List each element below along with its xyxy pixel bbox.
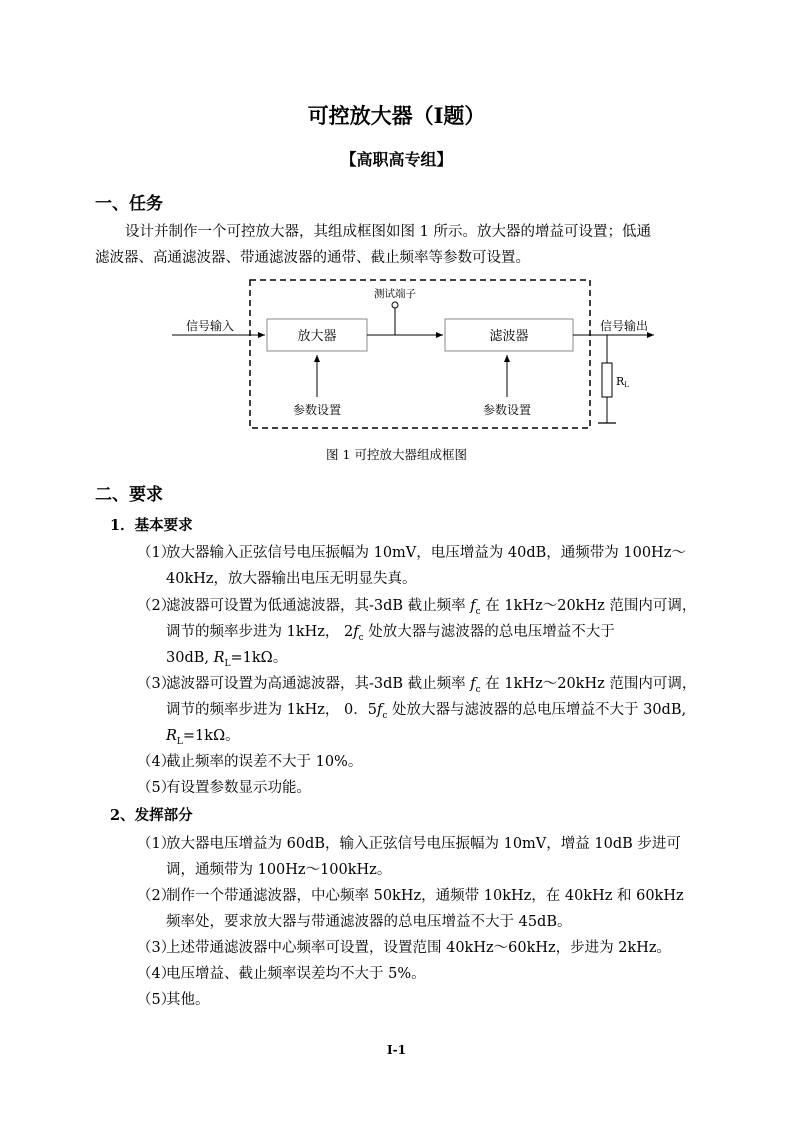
basic-item-5: （5）有设置参数显示功能。 xyxy=(137,780,311,796)
basic-item-2-cont2: 30dB, $R_L=1k\Omega$。 xyxy=(166,650,288,669)
signal-output-label: 信号输出 xyxy=(600,319,649,333)
filter-label: 滤波器 xyxy=(489,329,529,344)
basic-item-3-cont: 调节的频率步进为 1kHz， 0．$5f_c$ 处放大器与滤波器的总电压增益不大于 30dB, xyxy=(166,702,687,721)
section-heading-task: 一、任务 xyxy=(95,194,163,214)
filter-param-label: 参数设置 xyxy=(482,403,532,417)
load-resistor xyxy=(602,363,612,397)
basic-item-4: （4）截止频率的误差不大于 10%。 xyxy=(137,754,363,770)
test-port-label: 测试端子 xyxy=(374,288,416,300)
basic-item-1-cont: 40kHz，放大器输出电压无明显失真。 xyxy=(166,571,417,587)
task-line-1: 设计并制作一个可控放大器，其组成框图如图 1 所示。放大器的增益可设置；低通 xyxy=(125,224,651,240)
test-port-terminal xyxy=(392,302,398,308)
figure-caption: 图 1 可控放大器组成框图 xyxy=(326,447,467,462)
amp-param-label: 参数设置 xyxy=(292,403,342,417)
basic-item-3-cont2: $R_L=1k\Omega$。 xyxy=(166,728,240,747)
extra-item-1: （1）放大器电压增益为 60dB，输入正弦信号电压振幅为 10mV，增益 10dB 步进可 xyxy=(137,836,681,852)
extra-item-2-cont: 频率处，要求放大器与带通滤波器的总电压增益不大于 45dB。 xyxy=(166,914,572,930)
block-diagram xyxy=(160,275,660,435)
extra-item-3: （3）上述带通滤波器中心频率可设置，设置范围 40kHz～60kHz，步进为 2kHz。 xyxy=(137,940,672,956)
page-title: 可控放大器（I题） xyxy=(307,103,486,128)
section-heading-requirements: 二、要求 xyxy=(95,485,163,505)
basic-item-2: （2）滤波器可设置为低通滤波器，其-3dB 截止频率 $f_c$ 在 1kHz～20kHz 范围内可调， xyxy=(137,598,697,617)
extra-item-1-cont: 调，通频带为 100Hz～100kHz。 xyxy=(166,862,392,878)
subheading-basic: 1．基本要求 xyxy=(110,517,193,534)
page-number: I-1 xyxy=(387,1043,406,1057)
subheading-extra: 2、发挥部分 xyxy=(110,807,193,824)
task-paragraph xyxy=(95,219,700,271)
extra-item-4: （4）电压增益、截止频率误差均不大于 5%。 xyxy=(137,966,426,982)
page-subtitle: 【高职高专组】 xyxy=(340,150,453,169)
extra-item-2: （2）制作一个带通滤波器，中心频率 50kHz，通频带 10kHz，在 40kHz 和 60kHz xyxy=(137,888,684,904)
extra-item-5: （5）其他。 xyxy=(137,992,210,1008)
load-resistor-label: RL xyxy=(616,375,629,389)
signal-input-label: 信号输入 xyxy=(186,319,235,333)
basic-item-2-cont: 调节的频率步进为 1kHz， $2f_c$ 处放大器与滤波器的总电压增益不大于 xyxy=(166,624,615,643)
basic-item-3: （3）滤波器可设置为高通滤波器，其-3dB 截止频率 $f_c$ 在 1kHz～20kHz 范围内可调， xyxy=(137,676,697,695)
basic-item-1: （1）放大器输入正弦信号电压振幅为 10mV，电压增益为 40dB，通频带为 100Hz～ xyxy=(137,545,686,561)
amplifier-label: 放大器 xyxy=(297,329,337,344)
task-line-2: 滤波器、高通滤波器、带通滤波器的通带、截止频率等参数可设置。 xyxy=(95,250,530,266)
